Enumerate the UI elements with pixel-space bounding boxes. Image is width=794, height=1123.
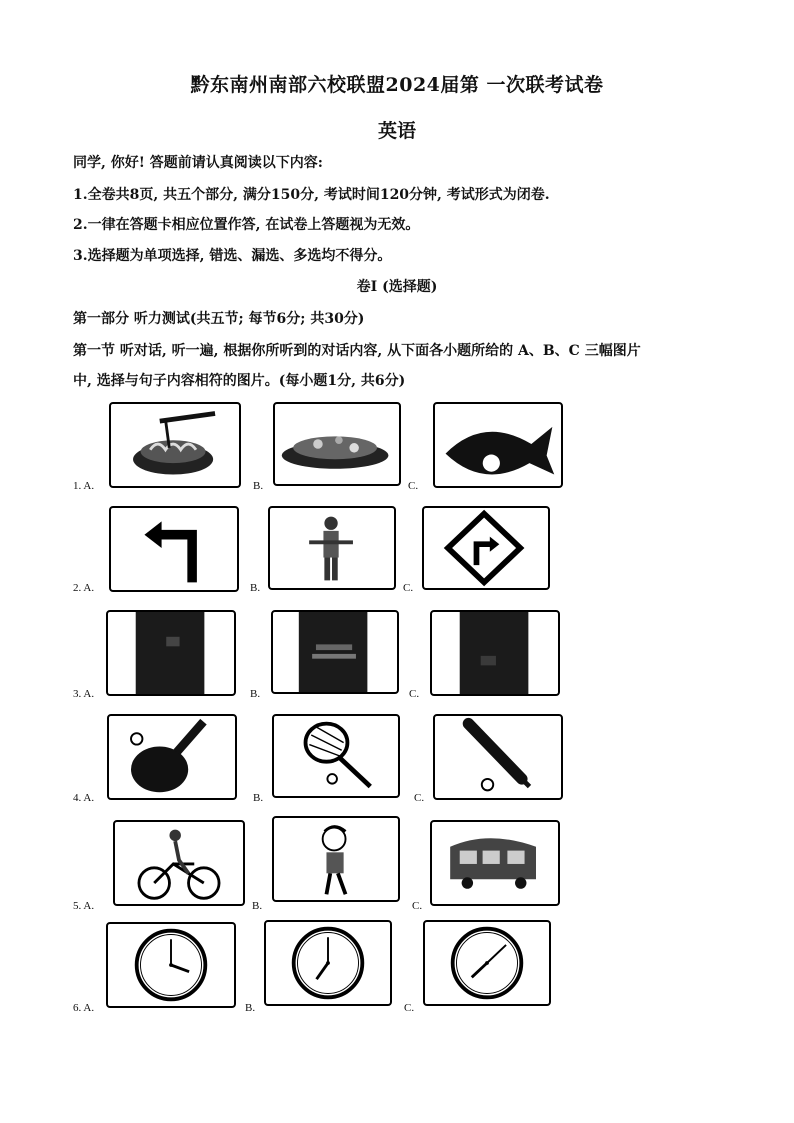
boy-walking-icon[interactable] [272,816,400,902]
question-label: 3. A. [73,688,95,700]
option-label: C. [412,900,423,912]
instruction-greeting: 同学, 你好! 答题前请认真阅读以下内容: [73,155,323,171]
option-label: C. [414,792,425,804]
option-label: C. [403,582,414,594]
option-label: C. [404,1002,415,1014]
question-label: 1. A. [73,480,95,492]
option-label: B. [250,688,261,700]
clock-icon[interactable] [264,920,392,1006]
option-label: C. [409,688,420,700]
dark-poster-icon[interactable] [106,610,236,696]
noodles-bowl-icon[interactable] [109,402,241,488]
option-label: B. [253,792,264,804]
traffic-police-icon[interactable] [268,506,396,590]
exam-title: 黔东南州南部六校联盟2024届第 一次联考试卷 [190,74,604,96]
ping-pong-paddle-icon[interactable] [107,714,237,800]
question-label: 2. A. [73,582,95,594]
option-label: B. [253,480,264,492]
instruction-item: 2.一律在答题卡相应位置作答, 在试卷上答题视为无效。 [73,217,420,233]
section-instruction: 中, 选择与句子内容相符的图片。(每小题1分, 共6分) [73,373,406,389]
clock-icon[interactable] [106,922,236,1008]
dark-poster-plain-icon[interactable] [430,610,560,696]
option-label: C. [408,480,419,492]
dark-poster-text-icon[interactable] [271,610,399,694]
option-label: B. [250,582,261,594]
turn-right-sign-icon[interactable] [422,506,550,590]
option-label: B. [245,1002,256,1014]
section-instruction: 第一节 听对话, 听一遍, 根据你所听到的对话内容, 从下面各小题所给的 A、B、C 三幅图片 [73,343,641,359]
question-label: 5. A. [73,900,95,912]
question-label: 6. A. [73,1002,95,1014]
girl-on-bicycle-icon[interactable] [113,820,245,906]
baseball-bat-icon[interactable] [433,714,563,800]
option-label: B. [252,900,263,912]
question-label: 4. A. [73,792,95,804]
instruction-item: 3.选择题为单项选择, 错选、漏选、多选均不得分。 [73,248,392,264]
part-heading: 第一部分 听力测试(共五节; 每节6分; 共30分) [73,311,365,327]
tennis-racket-icon[interactable] [272,714,400,798]
turn-left-arrow-icon[interactable] [109,506,239,592]
fried-rice-plate-icon[interactable] [273,402,401,486]
clock-icon[interactable] [423,920,551,1006]
volume-heading: 卷Ⅰ (选择题) [356,279,438,295]
fish-icon[interactable] [433,402,563,488]
subject-title: 英语 [377,120,416,142]
bus-icon[interactable] [430,820,560,906]
instruction-item: 1.全卷共8页, 共五个部分, 满分150分, 考试时间120分钟, 考试形式为闭卷. [73,187,550,203]
